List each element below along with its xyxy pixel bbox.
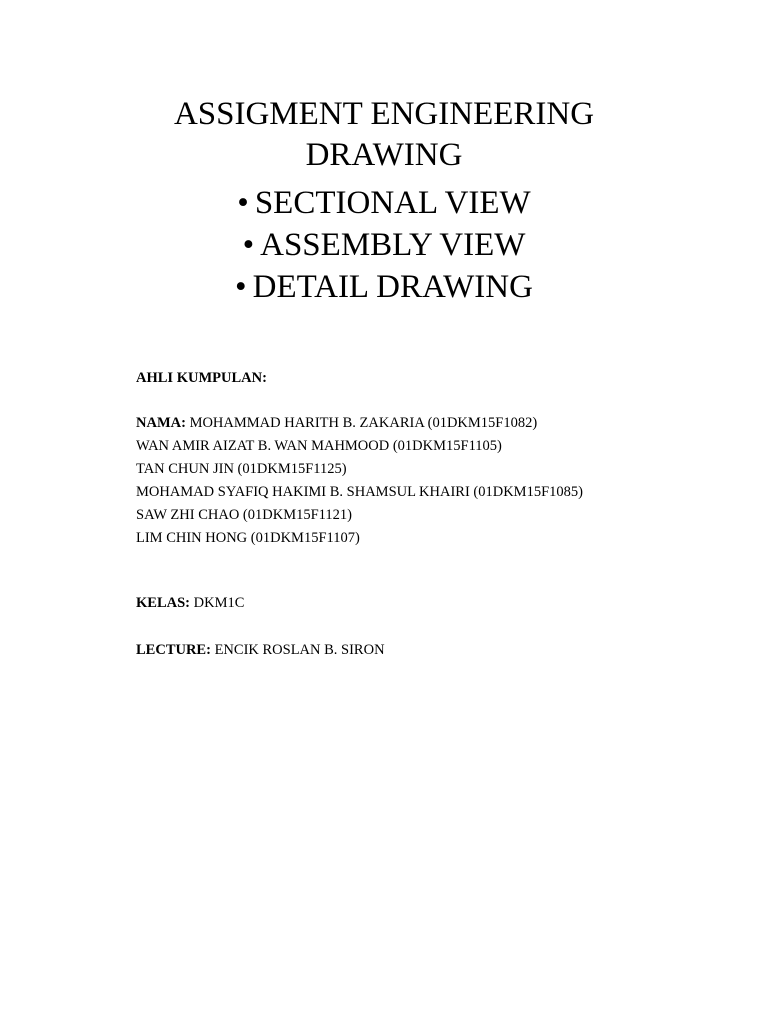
bullet-icon: • [237,185,249,221]
member-name: LIM CHIN HONG (01DKM15F1107) [136,530,360,546]
member-name: SAW ZHI CHAO (01DKM15F1121) [136,507,352,523]
title-line-1: ASSIGMENT ENGINEERING [173,96,595,132]
lecturer-label: LECTURE: [136,642,211,658]
class-value: DKM1C [190,595,245,611]
class-label: KELAS: [136,595,190,611]
topic-label: ASSEMBLY VIEW [260,227,526,263]
title-line-2: DRAWING [305,137,463,173]
member-list [136,415,596,553]
lecturer-line [136,642,696,659]
member-row [136,484,596,501]
lecturer-value: ENCIK ROSLAN B. SIRON [210,642,385,658]
bullet-icon: • [235,269,247,305]
topic-item [0,182,768,224]
member-name: WAN AMIR AIZAT B. WAN MAHMOOD (01DKM15F1105) [136,438,502,454]
bullet-icon: • [242,227,255,263]
topic-list [0,182,768,308]
topic-label: SECTIONAL VIEW [254,185,531,221]
member-row [136,530,596,547]
member-row [136,438,596,455]
member-row [136,461,596,478]
member-row [136,507,596,524]
document-title [0,94,768,176]
member-row [136,415,596,432]
member-name: MOHAMMAD HARITH B. ZAKARIA (01DKM15F1082) [185,415,538,431]
group-heading-label: AHLI KUMPULAN: [136,370,267,386]
class-line [136,595,696,612]
topic-item [0,224,768,266]
member-name: MOHAMAD SYAFIQ HAKIMI B. SHAMSUL KHAIRI (01DKM15F1085) [136,484,583,500]
member-name: TAN CHUN JIN (01DKM15F1125) [136,461,347,477]
topic-label: DETAIL DRAWING [252,269,533,305]
members-label: NAMA: [136,415,186,431]
topic-item [0,266,768,308]
group-heading [136,370,696,387]
